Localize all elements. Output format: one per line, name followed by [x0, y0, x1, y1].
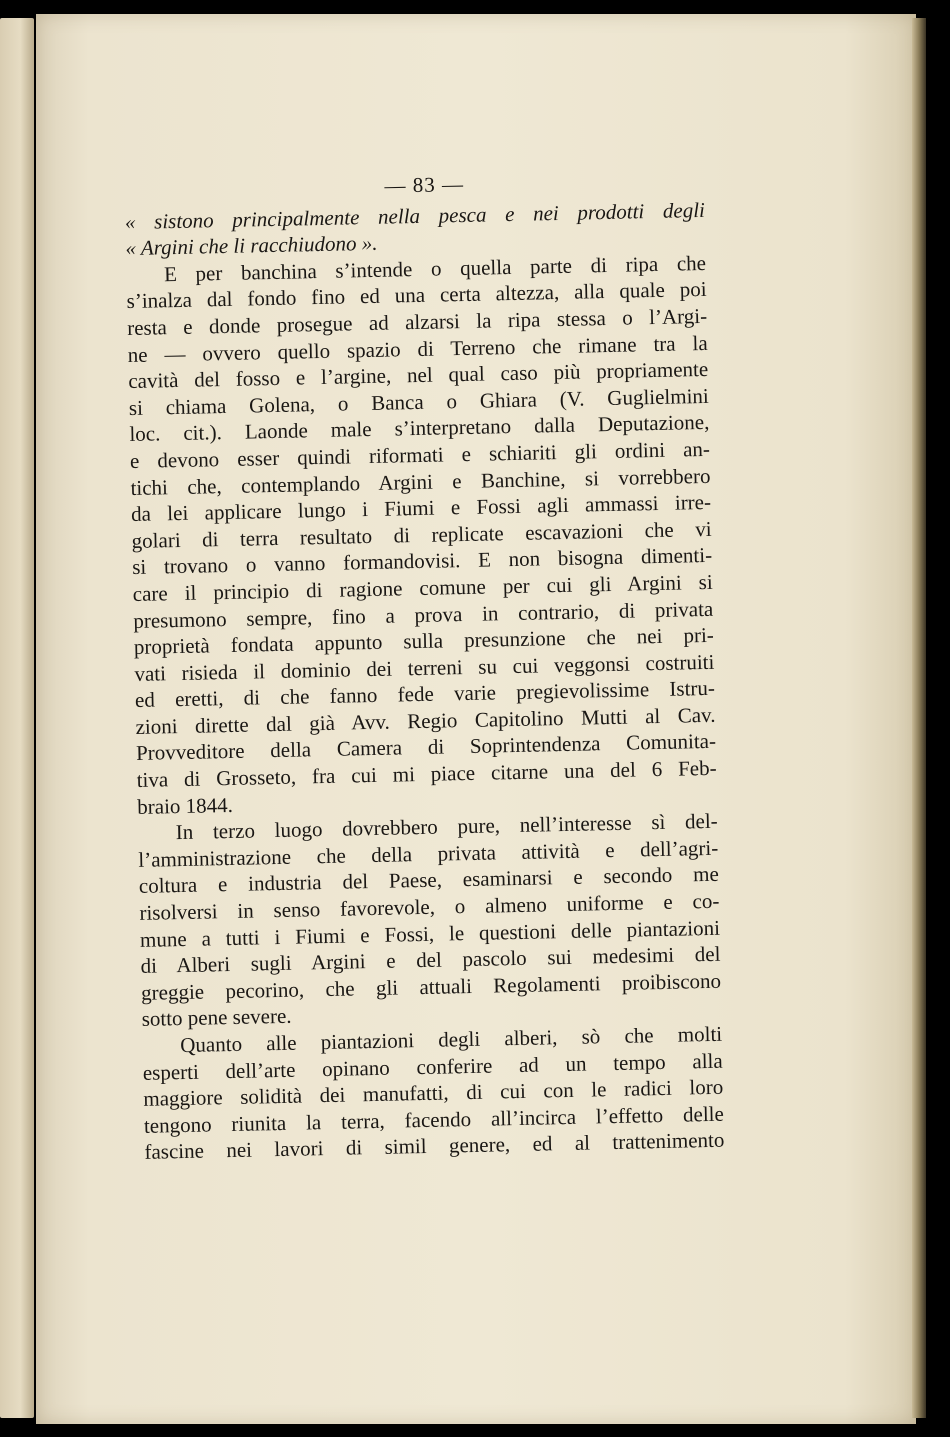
text-line: Provveditore della Camera di Soprintendenza Comunita-: [135, 729, 717, 766]
text-line: l’amministrazione che della privata attività e dell’agri-: [138, 835, 719, 872]
text-line: loc. cit.). Laonde male s’interpretano dalla Deputazione,: [129, 410, 710, 447]
text-line: coltura e industria del Paese, esaminarsi e secondo me: [138, 862, 720, 899]
paragraph-banchina: [126, 250, 718, 820]
text-line: esperti dell’arte opinano conferire ad un tempo alla: [142, 1048, 723, 1085]
text-line: golari di terra resultato di replicate escavazioni che vi: [131, 516, 712, 553]
text-line: tiva di Grosseto, fra cui mi piace citarne una del 6 Feb-: [136, 755, 717, 793]
text-line: braio 1844.: [136, 792, 234, 819]
text-line: « sistono principalmente nella pesca e nei prodotti degli: [124, 197, 706, 234]
text-line: « Argini che li racchiudono ».: [125, 230, 378, 261]
text-line: zioni dirette dal già Avv. Regio Capitolino Mutti al Cav.: [135, 702, 716, 739]
text-line: care il principio di ragione comune per cui gli Argini si: [132, 569, 713, 606]
text-line: si chiama Golena, o Banca o Ghiara (V. Guglielmini: [128, 383, 709, 420]
text-line: cavità del fosso e l’argine, nel qual caso più propriamente: [128, 357, 709, 394]
text-line: risolversi in senso favorevole, o almeno uniforme e co-: [139, 888, 720, 925]
page-fore-edge: [912, 18, 926, 1418]
text-line: da lei applicare lungo i Fiumi e Fossi agli ammassi irre-: [130, 489, 712, 527]
text-line: In terzo luogo dovrebbero pure, nell’interesse sì del-: [175, 809, 718, 845]
page-text: [124, 166, 725, 1166]
text-line: presumono sempre, fino a prova in contrario, di privata: [133, 596, 714, 633]
text-line: tichi che, contemplando Argini e Banchine, si vorrebbero: [130, 463, 711, 500]
text-line: resta e donde prosegue ad alzarsi la ripa stessa o l’Argi-: [126, 303, 708, 341]
text-line: E per banchina s’intende o quella parte di ripa che: [163, 250, 707, 287]
text-line: e devono esser quindi riformati e schiariti gli ordini an-: [129, 436, 711, 473]
text-line: greggie pecorino, che gli attuali Regolamenti proibiscono: [140, 968, 722, 1005]
paragraph-terzo-luogo: [138, 808, 722, 1033]
text-line: vati risieda il dominio dei terreni su cui veggonsi costruiti: [134, 649, 715, 686]
text-line: di Alberi sugli Argini e del pascolo sui medesimi del: [140, 941, 721, 979]
text-line: ne — ovvero quello spazio di Terreno che rimane tra la: [127, 330, 708, 367]
page-number: — 83 —: [384, 171, 465, 198]
text-line: tengono riunita la terra, facendo all’incirca l’effetto delle: [143, 1101, 725, 1138]
paragraph-piantazioni: [142, 1021, 725, 1166]
text-line: Quanto alle piantazioni degli alberi, sò che molti: [179, 1021, 723, 1058]
left-page-edge: [0, 18, 34, 1418]
text-line: ed eretti, di che fanno fede varie pregievolissime Istru-: [134, 676, 716, 713]
text-line: s’inalza dal fondo fino ed una certa altezza, alla quale poi: [126, 277, 707, 314]
text-line: sotto pene severe.: [141, 1004, 292, 1032]
text-line: si trovano o vanno formandovisi. E non bisogna dimenti-: [131, 543, 713, 580]
text-line: mune a tutti i Fiumi e Fossi, le questioni delle piantazioni: [139, 915, 721, 952]
text-line: fascine nei lavori di simil genere, ed al trattenimento: [144, 1128, 725, 1165]
text-line: proprietà fondata appunto sulla presunzione che nei pri-: [133, 622, 715, 660]
text-line: maggiore solidità dei manufatti, di cui con le radici loro: [143, 1074, 724, 1112]
